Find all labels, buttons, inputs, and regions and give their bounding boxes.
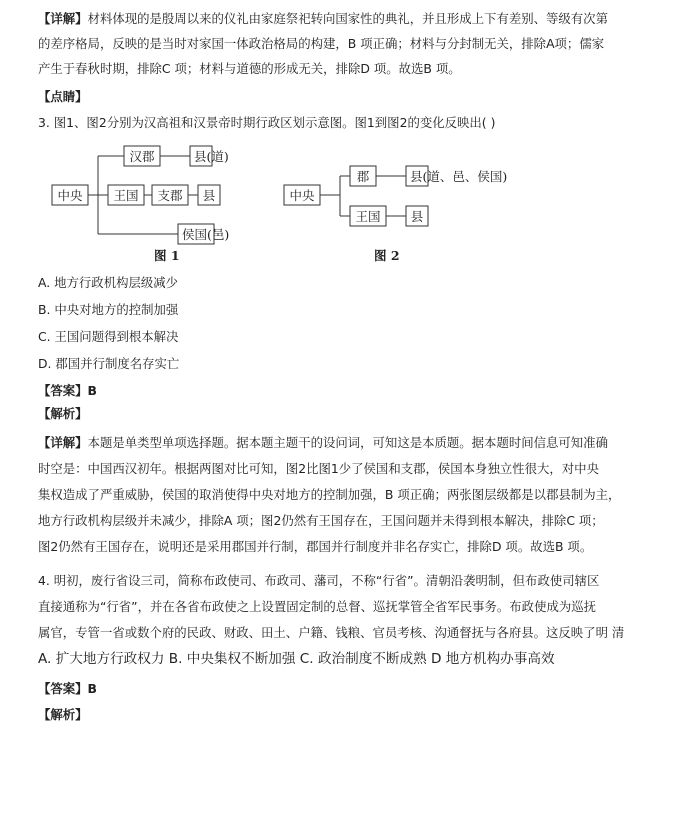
analysis-4-tag: 【解析】 — [38, 707, 88, 722]
fig1-caption: 图 1 — [154, 248, 180, 263]
detail-3-line-3: 集权造成了严重威胁，侯国的取消使得中央对地方的控制加强，B 项正确；两张图层级都是以郡县制为主， — [38, 487, 621, 502]
detail-line-2: 的差序格局，反映的是当时对家国一体政治格局的构建，B 项正确；材料与分封制无关，排除A项；儒家 — [38, 36, 605, 51]
fig2-jun-label: 郡 — [356, 169, 370, 184]
question-4-line-3: 属官，专管一省或数个府的民政、财政、田土、户籍、钱粮、官员考核、沟通督抚与各府县。这反映了明 清 — [38, 625, 625, 640]
option-c: C. 王国问题得到根本解决 — [38, 329, 179, 344]
question-4-line-2: 直接通称为“行省”，并在各省布政使之上设置固定制的总督、巡抚掌管全省军民事务。布政使成为巡抚 — [38, 599, 597, 614]
detail-3-text: 本题是单类型单项选择题。据本题主题干的设问词，可知这是本质题。据本题时间信息可知准确 — [87, 435, 608, 450]
question-4-line-1: 4. 明初，废行省设三司，简称布政使司、布政司、藩司，不称“行省”。清朝沿袭明制，但布政使司辖区 — [38, 573, 600, 588]
option-a: A. 地方行政机构层级减少 — [38, 275, 179, 290]
dianjing-tag: 【点睛】 — [38, 89, 88, 104]
detail-3-tag: 【详解】 — [38, 435, 88, 450]
fig1-xian-label: 县 — [202, 188, 216, 203]
detail-3-line-2: 时空是：中国西汉初年。根据两图对比可知，图2比图1少了侯国和支郡，侯国本身独立性很大，对中央 — [38, 461, 599, 476]
detail-3-line-1 — [38, 434, 608, 452]
analysis-3-tag: 【解析】 — [38, 406, 88, 421]
detail-line-1 — [38, 10, 608, 28]
fig1-han-label: 汉郡 — [129, 149, 155, 164]
detail-3-line-5: 图2仍然有王国存在，说明还是采用郡国并行制，郡国并行制度并非名存实亡，排除D 项。故选B 项。 — [38, 539, 593, 554]
detail-line-3: 产生于春秋时期，排除C 项；材料与道德的形成无关，排除D 项。故选B 项。 — [38, 61, 461, 76]
detail-text: 材料体现的是殷周以来的仪礼由家庭祭祀转向国家性的典礼，并且形成上下有差别、等级有次第 — [87, 11, 608, 26]
fig2-xian-long-label: 县(道、邑、侯国) — [410, 169, 508, 184]
fig2-wang-label: 王国 — [355, 209, 381, 224]
fig1-xian-dao-label: 县(道) — [194, 149, 229, 164]
fig2-xian-label: 县 — [410, 209, 424, 224]
diagram-svg — [40, 138, 520, 268]
option-b: B. 中央对地方的控制加强 — [38, 302, 179, 317]
question-4-options: A. 扩大地方行政权力 B. 中央集权不断加强 C. 政治制度不断成熟 D 地方机构办事高效 — [38, 651, 555, 667]
fig1-wang-label: 王国 — [113, 188, 139, 203]
question-3-stem: 3. 图1、图2分别为汉高祖和汉景帝时期行政区划示意图。图1到图2的变化反映出( ) — [38, 115, 496, 130]
fig1-zhi-label: 支郡 — [157, 188, 183, 203]
fig2-caption: 图 2 — [374, 248, 400, 263]
answer-4: 【答案】B — [38, 681, 98, 696]
option-d: D. 郡国并行制度名存实亡 — [38, 356, 180, 371]
detail-3-line-4: 地方行政机构层级并未减少，排除A 项；图2仍然有王国存在，王国问题并未得到根本解决，排除C 项； — [38, 513, 604, 528]
fig1-hou-label: 侯国(邑) — [182, 227, 230, 242]
answer-3: 【答案】B — [38, 383, 98, 398]
fig1-center-label: 中央 — [57, 188, 83, 203]
admin-division-diagrams — [40, 138, 520, 268]
detail-tag: 【详解】 — [38, 11, 88, 26]
fig2-center-label: 中央 — [289, 188, 315, 203]
